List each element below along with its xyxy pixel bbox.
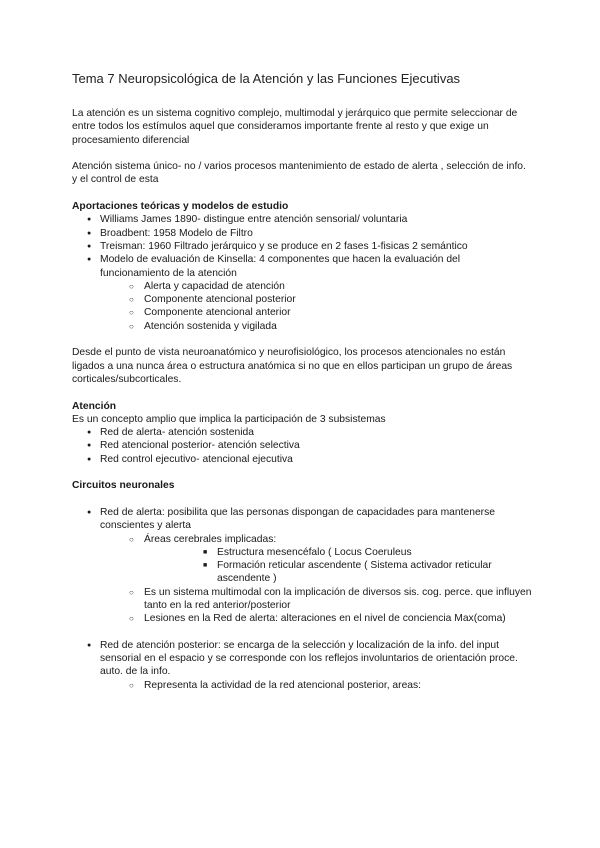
document-body <box>72 107 532 692</box>
neuro-paragraph: Desde el punto de vista neuroanatómico y neurofisiológico, los procesos atencionales no están ligados a una nunca área o estructura anatómica si no que en ellos participan un grupo de áreas corticales/subcorticales. <box>72 347 513 385</box>
red-posterior-sublist <box>100 679 532 692</box>
circuitos-heading: Circuitos neuronales <box>72 480 175 492</box>
list-item: ■ Formación reticular ascendente ( Sistema activador reticular ascendente ) <box>144 559 532 586</box>
sistema-paragraph: Atención sistema único- no / varios procesos mantenimiento de estado de alerta , selección de info. y el control de esta <box>72 161 526 186</box>
list-item: ○ Atención sostenida y vigilada <box>100 320 532 333</box>
circuitos-list-2 <box>72 639 532 692</box>
atencion-text: Es un concepto amplio que implica la participación de 3 subsistemas <box>72 413 386 425</box>
list-item <box>100 533 532 586</box>
list-item <box>72 506 532 626</box>
subsistemas-list <box>72 426 532 466</box>
red-alerta-sublist <box>100 533 532 626</box>
list-item: ○ Representa la actividad de la red atencional posterior, areas: <box>100 679 532 692</box>
red-alerta-text: Red de alerta: posibilita que las personas dispongan de capacidades para mantenerse conscientes y alerta <box>100 506 495 532</box>
red-posterior-text: Red de atención posterior: se encarga de la selección y localización de la info. del input sensorial en el espacio y se corresponde con los reflejos involuntarios de orientación proce. auto. de la info. <box>100 639 518 678</box>
circuitos-list <box>72 506 532 626</box>
list-item: ● Williams James 1890- distingue entre atención sensorial/ voluntaria <box>72 213 532 226</box>
list-item <box>72 639 532 692</box>
list-item: ● Red de alerta- atención sostenida <box>72 426 532 439</box>
list-item: ● Broadbent: 1958 Modelo de Filtro <box>72 227 532 240</box>
list-item: ● Red control ejecutivo- atencional ejecutiva <box>72 453 532 466</box>
list-item: ○ Lesiones en la Red de alerta: alteraciones en el nivel de conciencia Max(coma) <box>100 612 532 625</box>
aportaciones-heading: Aportaciones teóricas y modelos de estudio <box>72 201 289 213</box>
aportaciones-list <box>72 213 532 333</box>
estructuras-list <box>144 546 532 586</box>
list-item <box>72 253 532 333</box>
kinsella-list <box>100 280 532 333</box>
list-item: ○ Alerta y capacidad de atención <box>100 280 532 293</box>
document-title: Tema 7 Neuropsicológica de la Atención y las Funciones Ejecutivas <box>72 71 461 86</box>
list-item: ○ Es un sistema multimodal con la implicación de diversos sis. cog. perce. que influyen tanto en la red anterior/posterior <box>100 586 532 613</box>
list-item: ○ Componente atencional anterior <box>100 306 532 319</box>
atencion-heading: Atención <box>72 400 117 412</box>
areas-label: Áreas cerebrales implicadas: <box>144 533 277 545</box>
list-item: ● Treisman: 1960 Filtrado jerárquico y se produce en 2 fases 1-fisicas 2 semántico <box>72 240 532 253</box>
kinsella-text: Modelo de evaluación de Kinsella: 4 componentes que hacen la evaluación del funcionamiento de la atención <box>100 254 461 279</box>
list-item: ○ Componente atencional posterior <box>100 293 532 306</box>
intro-paragraph: La atención es un sistema cognitivo complejo, multimodal y jerárquico que permite seleccionar de entre todos los estímulos aquel que consideramos importante frente al resto y que exige un procesamiento diferencial <box>72 108 518 146</box>
list-item: ● Red atencional posterior- atención selectiva <box>72 439 532 452</box>
list-item: ■ Estructura mesencéfalo ( Locus Coeruleus <box>144 546 532 559</box>
